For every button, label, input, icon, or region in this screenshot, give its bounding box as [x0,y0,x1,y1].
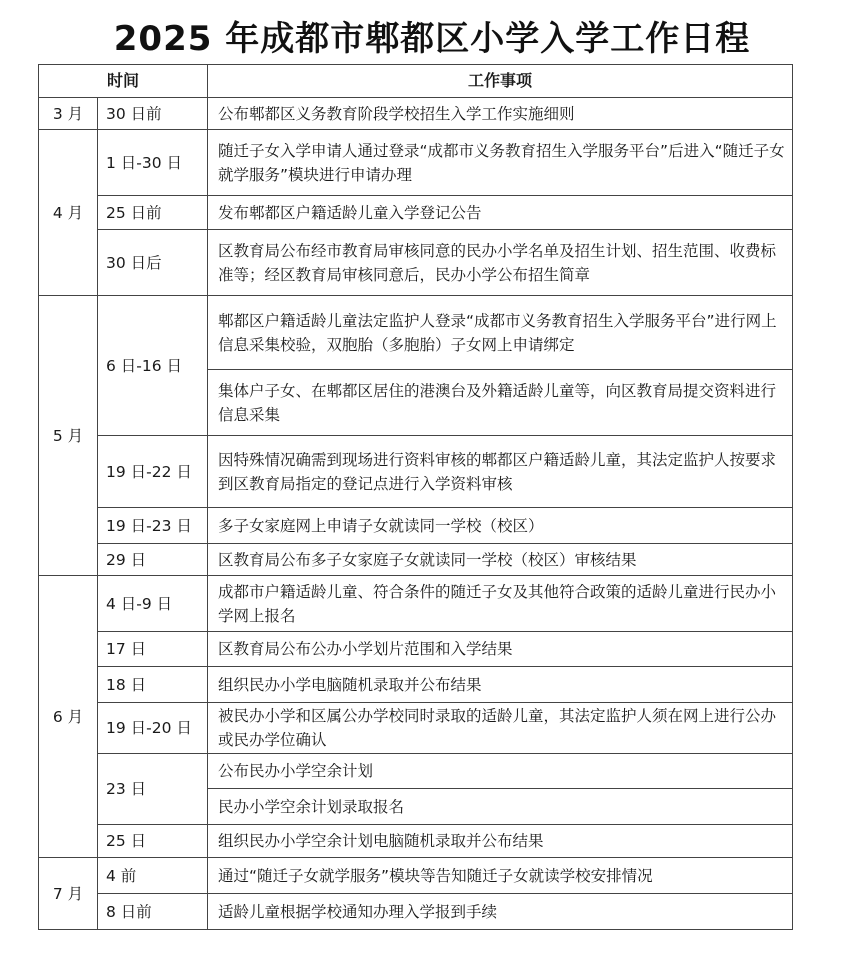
task-cell: 郫都区户籍适龄儿童法定监护人登录“成都市义务教育招生入学服务平台”进行网上信息采集校验，双胞胎（多胞胎）子女网上申请绑定 [208,296,793,370]
month-cell: 5 月 [39,296,98,576]
date-cell: 25 日前 [98,196,208,230]
task-cell: 随迁子女入学申请人通过登录“成都市义务教育招生入学服务平台”后进入“随迁子女就学服务”模块进行申请办理 [208,130,793,196]
table-row [39,508,793,544]
date-cell: 19 日-22 日 [98,436,208,508]
header-time: 时间 [39,65,208,98]
date-cell: 8 日前 [98,894,208,930]
task-cell: 适龄儿童根据学校通知办理入学报到手续 [208,894,793,930]
page-title: 2025 年成都市郫都区小学入学工作日程 [113,19,751,59]
table-row [39,436,793,508]
date-cell: 25 日 [98,825,208,858]
date-cell: 30 日后 [98,230,208,296]
task-cell: 集体户子女、在郫都区居住的港澳台及外籍适龄儿童等，向区教育局提交资料进行信息采集 [208,370,793,436]
header-work: 工作事项 [208,65,793,98]
table-row [39,703,793,754]
table-row [39,667,793,703]
month-cell: 6 月 [39,576,98,858]
date-cell: 29 日 [98,544,208,576]
table-row [39,296,793,370]
task-cell: 民办小学空余计划录取报名 [208,789,793,825]
date-cell: 1 日-30 日 [98,130,208,196]
task-cell: 多子女家庭网上申请子女就读同一学校（校区） [208,508,793,544]
table-row [39,544,793,576]
task-cell: 通过“随迁子女就学服务”模块等告知随迁子女就读学校安排情况 [208,858,793,894]
task-cell: 公布郫都区义务教育阶段学校招生入学工作实施细则 [208,98,793,130]
date-cell: 17 日 [98,632,208,667]
table-row [39,825,793,858]
table-row [39,576,793,632]
date-cell: 6 日-16 日 [98,296,208,436]
task-cell: 被民办小学和区属公办学校同时录取的适龄儿童，其法定监护人须在网上进行公办或民办学位确认 [208,703,793,754]
month-cell: 3 月 [39,98,98,130]
table-row [39,230,793,296]
table-row [39,894,793,930]
task-cell: 组织民办小学空余计划电脑随机录取并公布结果 [208,825,793,858]
date-cell: 4 前 [98,858,208,894]
month-cell: 4 月 [39,130,98,296]
task-cell: 区教育局公布经市教育局审核同意的民办小学名单及招生计划、招生范围、收费标准等；经区教育局审核同意后，民办小学公布招生简章 [208,230,793,296]
task-cell: 区教育局公布公办小学划片范围和入学结果 [208,632,793,667]
task-cell: 因特殊情况确需到现场进行资料审核的郫都区户籍适龄儿童，其法定监护人按要求到区教育局指定的登记点进行入学资料审核 [208,436,793,508]
task-cell: 发布郫都区户籍适龄儿童入学登记公告 [208,196,793,230]
table-row [39,632,793,667]
task-cell: 区教育局公布多子女家庭子女就读同一学校（校区）审核结果 [208,544,793,576]
date-cell: 18 日 [98,667,208,703]
date-cell: 19 日-23 日 [98,508,208,544]
table-row [39,98,793,130]
month-cell: 7 月 [39,858,98,930]
date-cell: 4 日-9 日 [98,576,208,632]
table-row [39,858,793,894]
table-header-row [39,65,793,98]
task-cell: 公布民办小学空余计划 [208,754,793,789]
schedule-table [38,64,793,930]
date-cell: 30 日前 [98,98,208,130]
date-cell: 23 日 [98,754,208,825]
date-cell: 19 日-20 日 [98,703,208,754]
task-cell: 组织民办小学电脑随机录取并公布结果 [208,667,793,703]
table-row [39,196,793,230]
table-row [39,130,793,196]
table-row [39,754,793,789]
task-cell: 成都市户籍适龄儿童、符合条件的随迁子女及其他符合政策的适龄儿童进行民办小学网上报名 [208,576,793,632]
